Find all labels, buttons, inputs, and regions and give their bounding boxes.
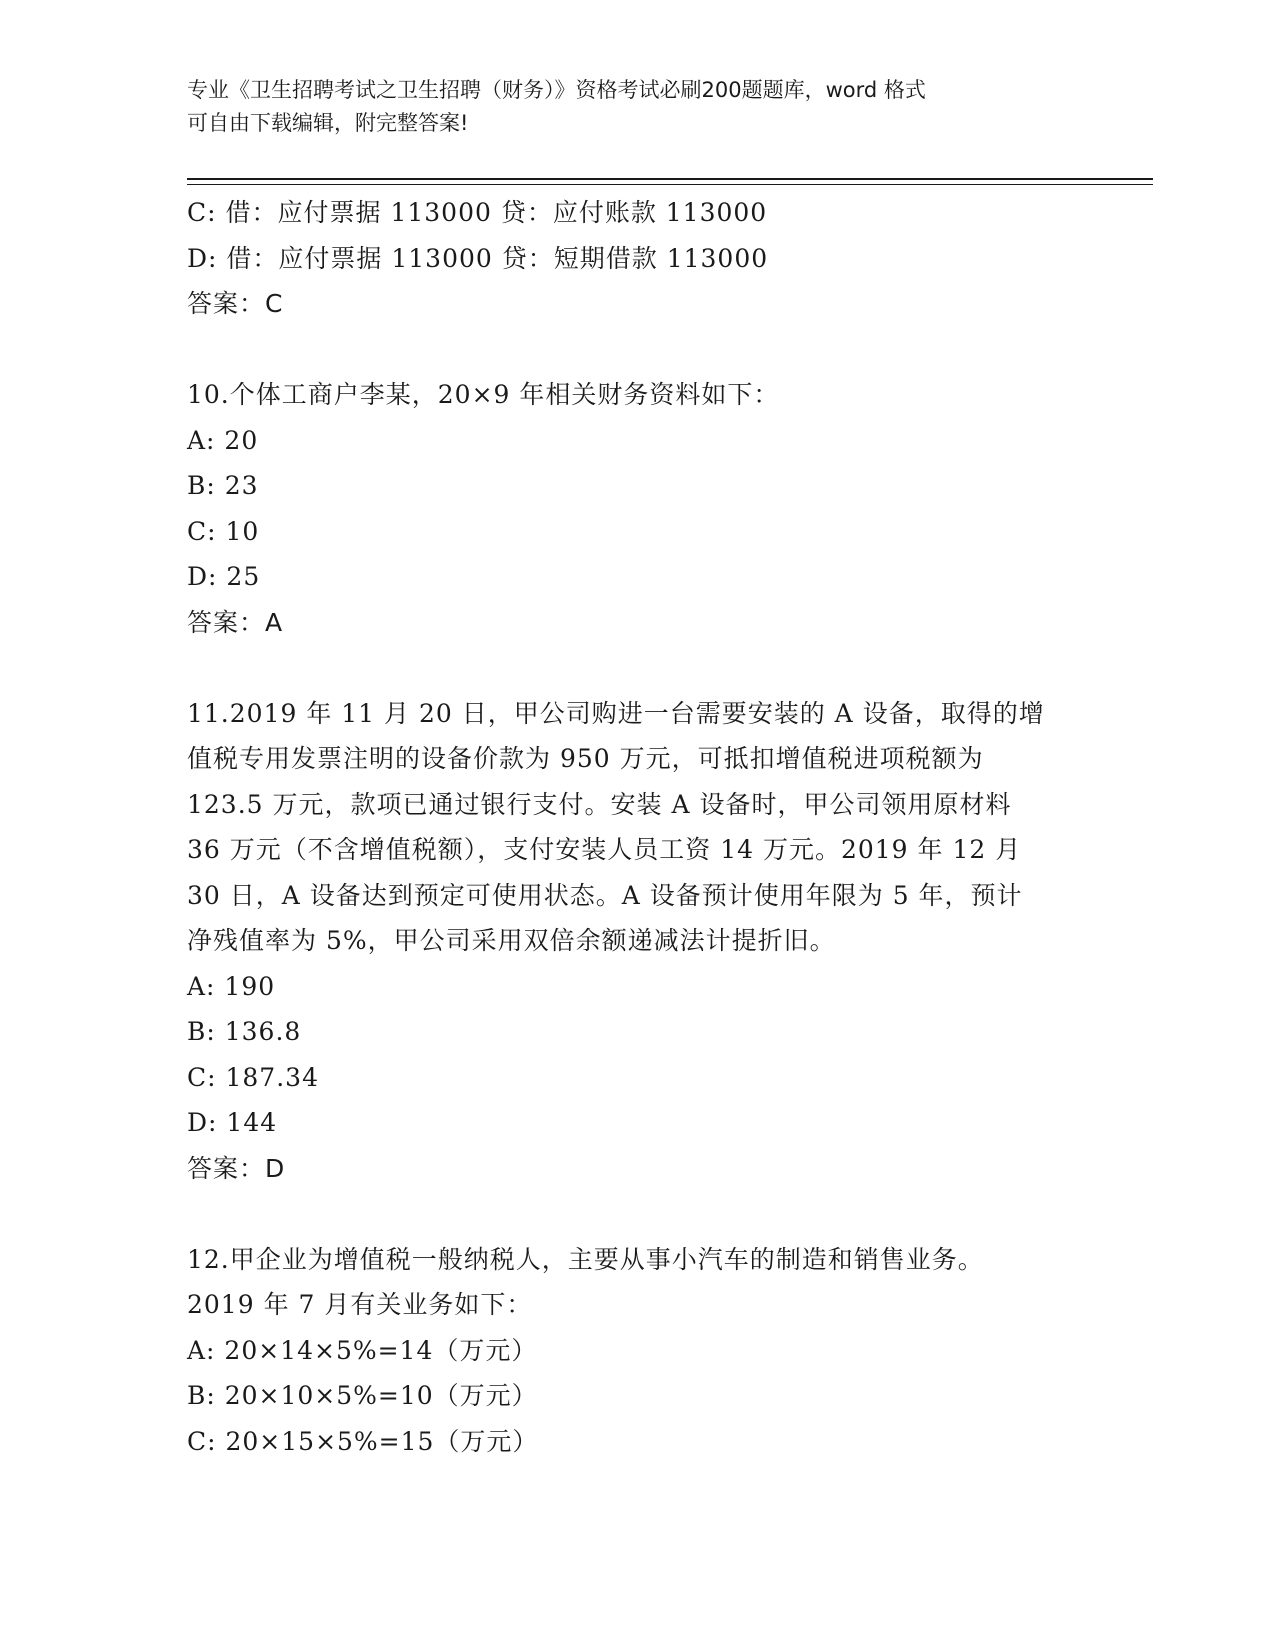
q9-option-d: D: 借：应付票据 113000 贷：短期借款 113000 <box>187 243 769 273</box>
q11-stem-line: 值税专用发票注明的设备价款为 950 万元，可抵扣增值税进项税额为 <box>187 744 984 773</box>
header-divider <box>187 178 1153 180</box>
spacer <box>187 327 1087 373</box>
q12-option-c: C: 20×15×5%=15（万元） <box>187 1426 539 1456</box>
q11-stem-line: 123.5 万元，款项已通过银行支付。安装 A 设备时，甲公司领用原材料 <box>187 789 1012 819</box>
q11-stem-line: 36 万元（不含增值税额），支付安装人员工资 14 万元。2019 年 12 月 <box>187 835 1022 864</box>
q11-stem <box>187 691 1077 964</box>
q11-option-d: D: 144 <box>187 1108 278 1137</box>
document-body <box>187 190 1087 1464</box>
q11-stem-line: 净残值率为 5%，甲公司采用双倍余额递减法计提折旧。 <box>187 926 836 955</box>
q12-stem-line: 2019 年 7 月有关业务如下： <box>187 1290 533 1319</box>
spacer <box>187 1191 1087 1237</box>
q10-answer: 答案：A <box>187 607 284 637</box>
q10-option-a: A: 20 <box>187 425 259 455</box>
header-title-line-2: 可自由下载编辑，附完整答案! <box>187 111 469 135</box>
q10-stem: 10.个体工商户李某，20×9 年相关财务资料如下： <box>187 380 780 409</box>
q10-option-d: D: 25 <box>187 562 261 591</box>
q11-answer: 答案：D <box>187 1153 286 1183</box>
q9-option-c: C: 借：应付票据 113000 贷：应付账款 113000 <box>187 198 768 227</box>
q11-option-b: B: 136.8 <box>187 1017 302 1046</box>
q11-option-c: C: 187.34 <box>187 1062 319 1092</box>
q10-option-b: B: 23 <box>187 471 259 500</box>
q10-option-c: C: 10 <box>187 516 260 546</box>
q11-stem-line: 11.2019 年 11 月 20 日，甲公司购进一台需要安装的 A 设备，取得的增 <box>187 698 1045 728</box>
q12-option-b: B: 20×10×5%=10（万元） <box>187 1381 538 1410</box>
q12-stem-line: 12.甲企业为增值税一般纳税人，主要从事小汽车的制造和销售业务。 <box>187 1244 984 1274</box>
header-title-line-1: 专业《卫生招聘考试之卫生招聘（财务）》资格考试必刷200题题库，word 格式 <box>187 78 926 102</box>
spacer <box>187 645 1087 691</box>
q9-answer: 答案：C <box>187 289 284 318</box>
q11-stem-line: 30 日，A 设备达到预定可使用状态。A 设备预计使用年限为 5 年，预计 <box>187 880 1023 910</box>
q12-option-a: A: 20×14×5%=14（万元） <box>187 1335 538 1365</box>
document-header <box>187 74 1067 140</box>
header-divider-thin <box>187 184 1153 185</box>
q12-stem <box>187 1237 1077 1328</box>
q11-option-a: A: 190 <box>187 971 276 1001</box>
